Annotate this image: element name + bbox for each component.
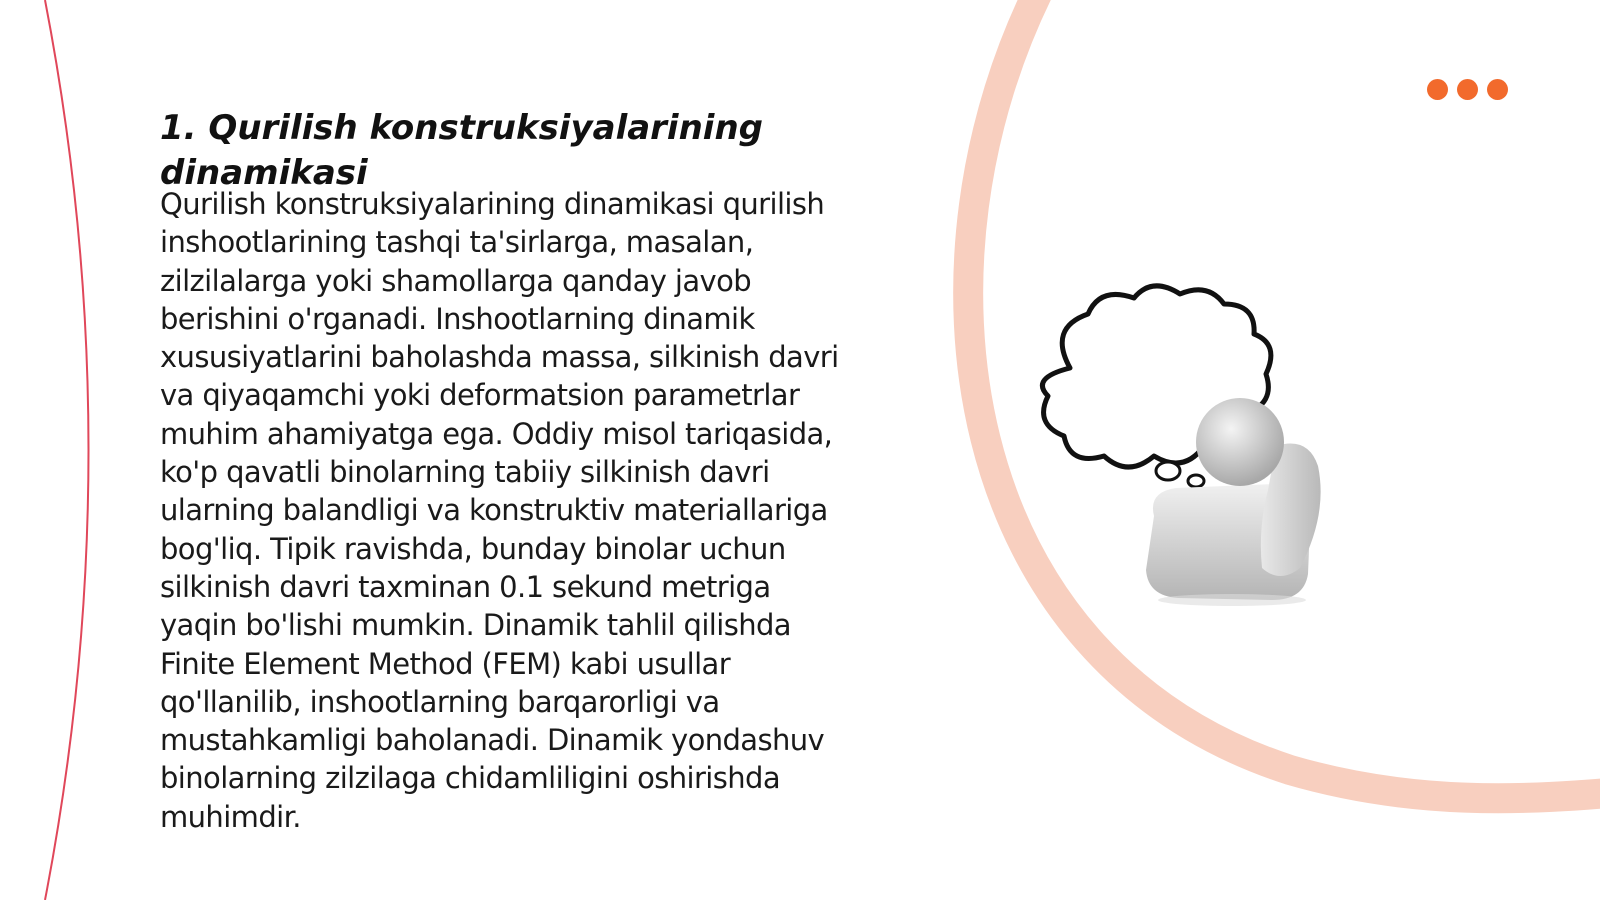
figure-head: [1196, 398, 1284, 486]
thought-bubble-small-1: [1156, 462, 1180, 480]
left-curved-line: [45, 0, 89, 900]
figure-shadow: [1158, 594, 1306, 606]
thought-bubble-small-2: [1188, 475, 1204, 487]
three-dots-icon: [1427, 79, 1508, 101]
slide-title: 1. Qurilish konstruksiyalarining dinamikasi: [160, 108, 763, 193]
dot-2: [1457, 79, 1478, 100]
slide-body-text: Qurilish konstruksiyalarining dinamikasi qurilish inshootlarining tashqi ta'sirlarga, masalan, zilzilalarga yoki shamollarga qanday javob berishini o'rganadi. Inshootlarning dinamik xususiyatlarini baholashda massa, silkinish davri va qiyaqamchi yoki deformatsion parametrlar muhim ahamiyatga ega. Oddiy misol tariqasida, ko'p qavatli binolarning tabiiy silkinish davri ularning balandligi va konstruktiv materiallariga bog'liq. Tipik ravishda, bunday binolar uchun silkinish davri taxminan 0.1 sekund metriga yaqin bo'lishi mumkin. Dinamik tahlil qilishda Finite Element Method (FEM) kabi usullar qo'llanilib, inshootlarning barqarorligi va mustahkamligi baholanadi. Dinamik yondashuv binolarning zilzilaga chidamliligini oshirishda muhimdir.: [160, 187, 839, 834]
thinking-person-illustration: [1028, 278, 1358, 618]
dot-1: [1427, 79, 1448, 100]
dot-3: [1487, 79, 1508, 100]
